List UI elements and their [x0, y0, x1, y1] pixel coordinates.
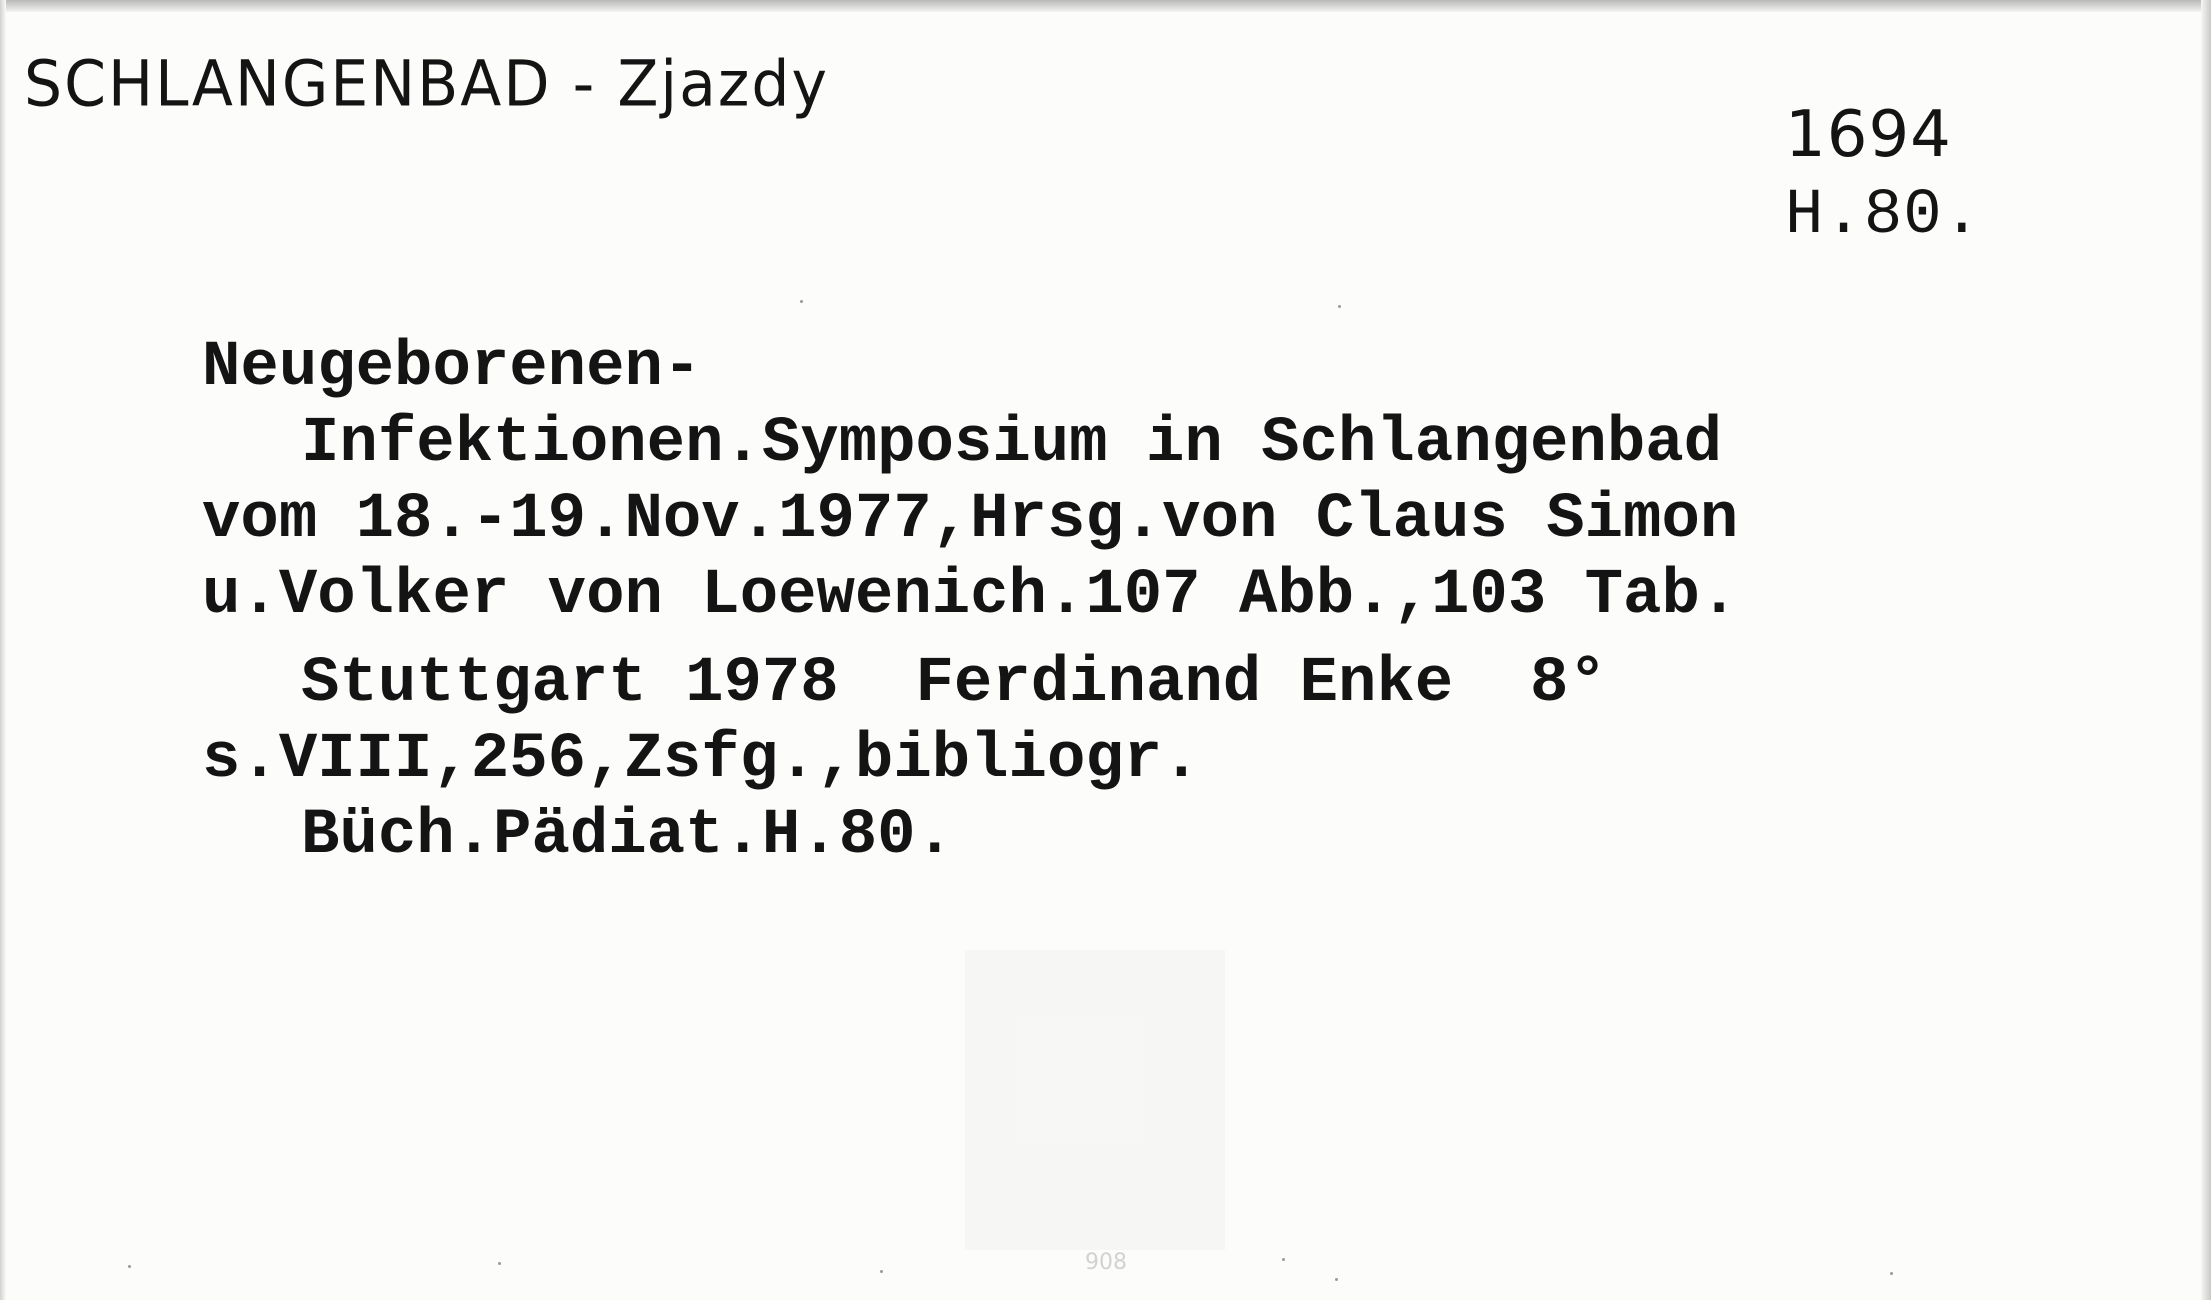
card-heading: SCHLANGENBAD - Zjazdy [24, 48, 829, 122]
body-line-title-start: Neugeborenen- [202, 332, 702, 404]
speck [498, 1262, 501, 1265]
body-line-dates-editors: vom 18.-19.Nov.1977,Hrsg.von Claus Simon [202, 484, 1739, 556]
body-line-title-cont: Infektionen.Symposium in Schlangenbad [301, 408, 1723, 480]
body-line-contributors: u.Volker von Loewenich.107 Abb.,103 Tab. [202, 560, 1739, 632]
card-right-edge [2201, 0, 2211, 1300]
shelf-mark: H.80. [1785, 180, 1983, 252]
paper-smudge [965, 950, 1225, 1250]
speck [1338, 305, 1341, 308]
speck [128, 1265, 131, 1268]
body-line-pagination: s.VIII,256,Zsfg.,bibliogr. [202, 724, 1201, 796]
speck [800, 300, 803, 303]
card-top-edge [0, 0, 2211, 12]
call-number: 1694 [1785, 98, 1952, 172]
body-line-imprint: Stuttgart 1978 Ferdinand Enke 8° [301, 648, 1607, 720]
faint-stamp: 908 [1085, 1250, 1127, 1275]
speck [1282, 1258, 1285, 1261]
card-left-edge [0, 0, 6, 1300]
card-body [202, 330, 1738, 874]
speck [1890, 1272, 1893, 1275]
body-line-series: Büch.Pädiat.H.80. [301, 800, 954, 872]
speck [880, 1270, 883, 1273]
speck [1335, 1278, 1338, 1281]
